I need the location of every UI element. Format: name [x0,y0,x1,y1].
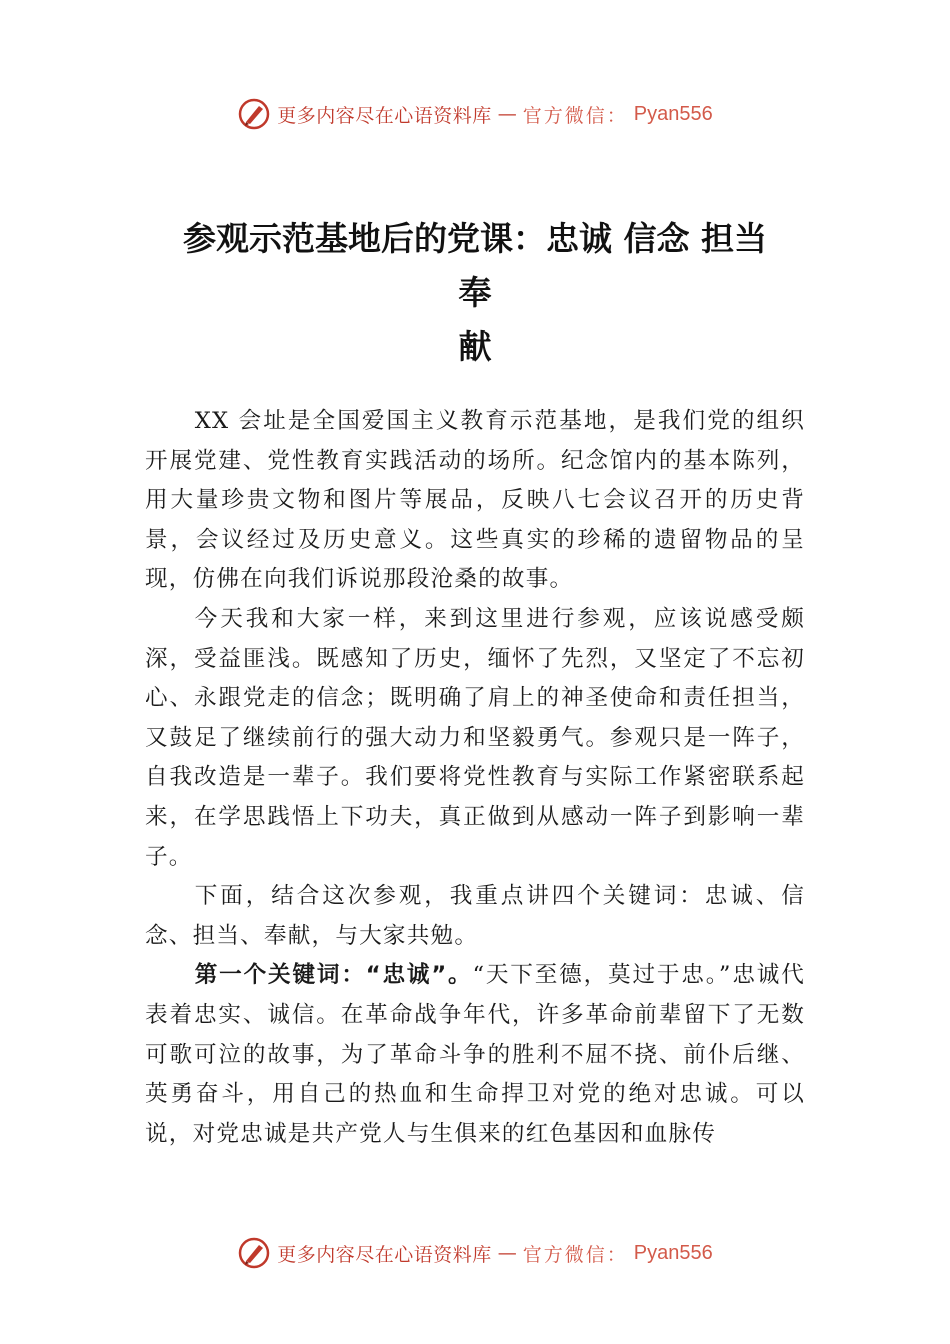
banner-wechat-handle: Pyan556 [633,1241,713,1264]
banner-brand-text: 更多内容尽在心语资料库 [277,1243,492,1266]
banner-wechat-label: 官方微信： [522,1243,628,1266]
pen-seal-icon [237,1236,271,1270]
title-line-2: 奉 [458,273,492,312]
document-title [145,212,805,374]
pen-seal-icon [237,97,271,131]
paragraph-4-text: “天下至德，莫过于忠。”忠诚代表着忠实、诚信。在革命战争年代，许多革命前辈留下了无数可歌可泣的故事，为了革命斗争的胜利不屈不挠、前仆后继、英勇奋斗，用自己的热血和生命捍卫对党的绝对忠诚。可以说，对党忠诚是共产党人与生俱来的红色基因和血脉传 [145,962,805,1147]
title-line-3: 献 [458,327,492,366]
keyword-heading: 第一个关键词：“忠诚”。 [194,962,473,989]
banner-wechat-label: 官方微信： [522,104,628,127]
title-line-1: 参观示范基地后的党课：忠诚 信念 担当 [183,219,767,258]
banner-brand-text: 更多内容尽在心语资料库 [277,104,492,127]
paragraph-4 [145,956,805,1154]
paragraph-1: XX 会址是全国爱国主义教育示范基地，是我们党的组织开展党建、党性教育实践活动的场所。纪念馆内的基本陈列，用大量珍贵文物和图片等展品，反映八七会议召开的历史背景，会议经过及历史意义。这些真实的珍稀的遗留物品的呈现，仿佛在向我们诉说那段沧桑的故事。 [145,408,805,593]
paragraph-3: 下面，结合这次参观，我重点讲四个关键词：忠诚、信念、担当、奉献，与大家共勉。 [145,883,805,949]
footer-watermark-banner [0,1233,950,1273]
header-watermark-banner [0,94,950,134]
paragraph-2: 今天我和大家一样，来到这里进行参观，应该说感受颇深，受益匪浅。既感知了历史，缅怀了先烈，又坚定了不忘初心、永跟党走的信念；既明确了肩上的神圣使命和责任担当，又鼓足了继续前行的强大动力和坚毅勇气。参观只是一阵子，自我改造是一辈子。我们要将党性教育与实际工作紧密联系起来，在学思践悟上下功夫，真正做到从感动一阵子到影响一辈子。 [145,605,805,870]
document-body [145,402,805,1154]
banner-dash: — [497,103,517,125]
banner-wechat-handle: Pyan556 [633,102,713,125]
banner-dash: — [497,1242,517,1264]
